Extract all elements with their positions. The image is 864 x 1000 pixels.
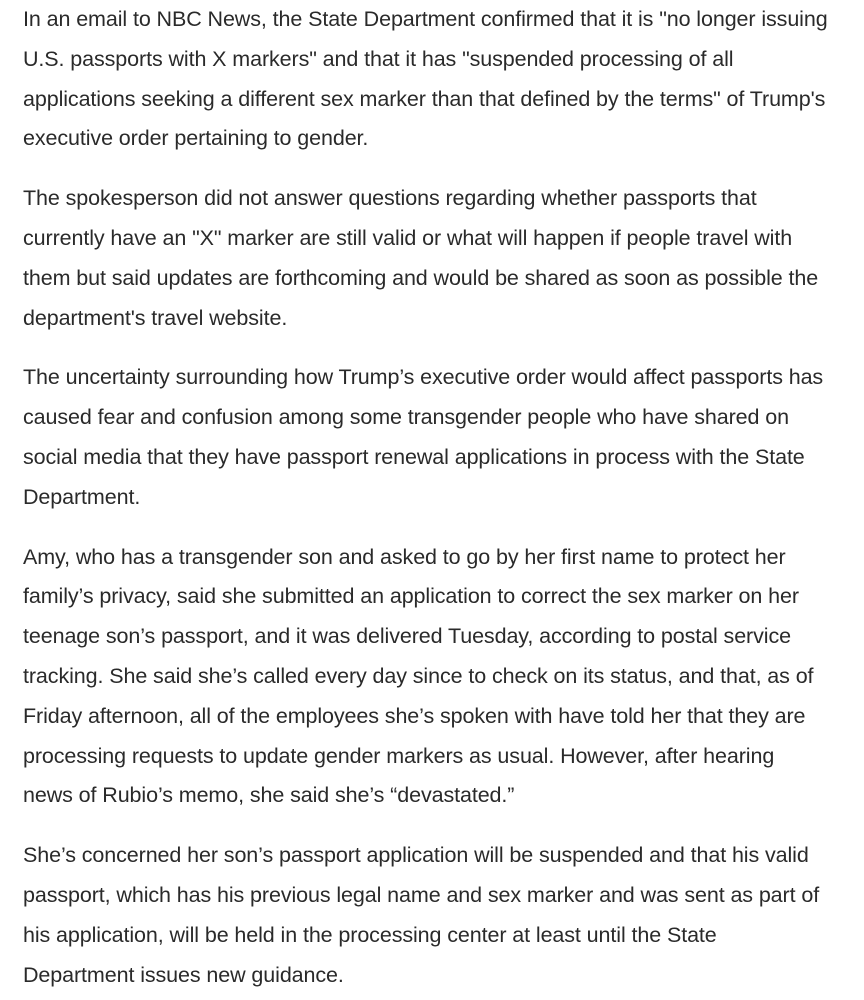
article-paragraph: The spokesperson did not answer questions regarding whether passports that currently have an "X" marker are still valid or what will happen if people travel with them but said updates are forthcoming and would be shared as soon as possible the department's travel website. — [23, 186, 819, 330]
article-paragraph: In an email to NBC News, the State Department confirmed that it is "no longer issuing U.S. passports with X markers" and that it has "suspended processing of all applications seeking a different sex marker than that defined by the terms" of Trump's executive order pertaining to gender. — [23, 7, 828, 151]
article-paragraph: The uncertainty surrounding how Trump’s executive order would affect passports has caused fear and confusion among some transgender people who have shared on social media that they have passport renewal applications in process with the State Department. — [23, 365, 824, 509]
article-paragraph: She’s concerned her son’s passport application will be suspended and that his valid passport, which has his previous legal name and sex marker and was sent as part of his application, will be held in the processing center at least until the State Department issues new guidance. — [23, 843, 820, 987]
article-paragraph: Amy, who has a transgender son and asked to go by her first name to protect her family’s privacy, said she submitted an application to correct the sex marker on her teenage son’s passport, and it was delivered Tuesday, according to postal service tracking. She said she’s called every day since to check on its status, and that, as of Friday afternoon, all of the employees she’s spoken with have told her that they are processing requests to update gender markers as usual. However, after hearing news of Rubio’s memo, she said she’s “devastated.” — [23, 544, 814, 808]
